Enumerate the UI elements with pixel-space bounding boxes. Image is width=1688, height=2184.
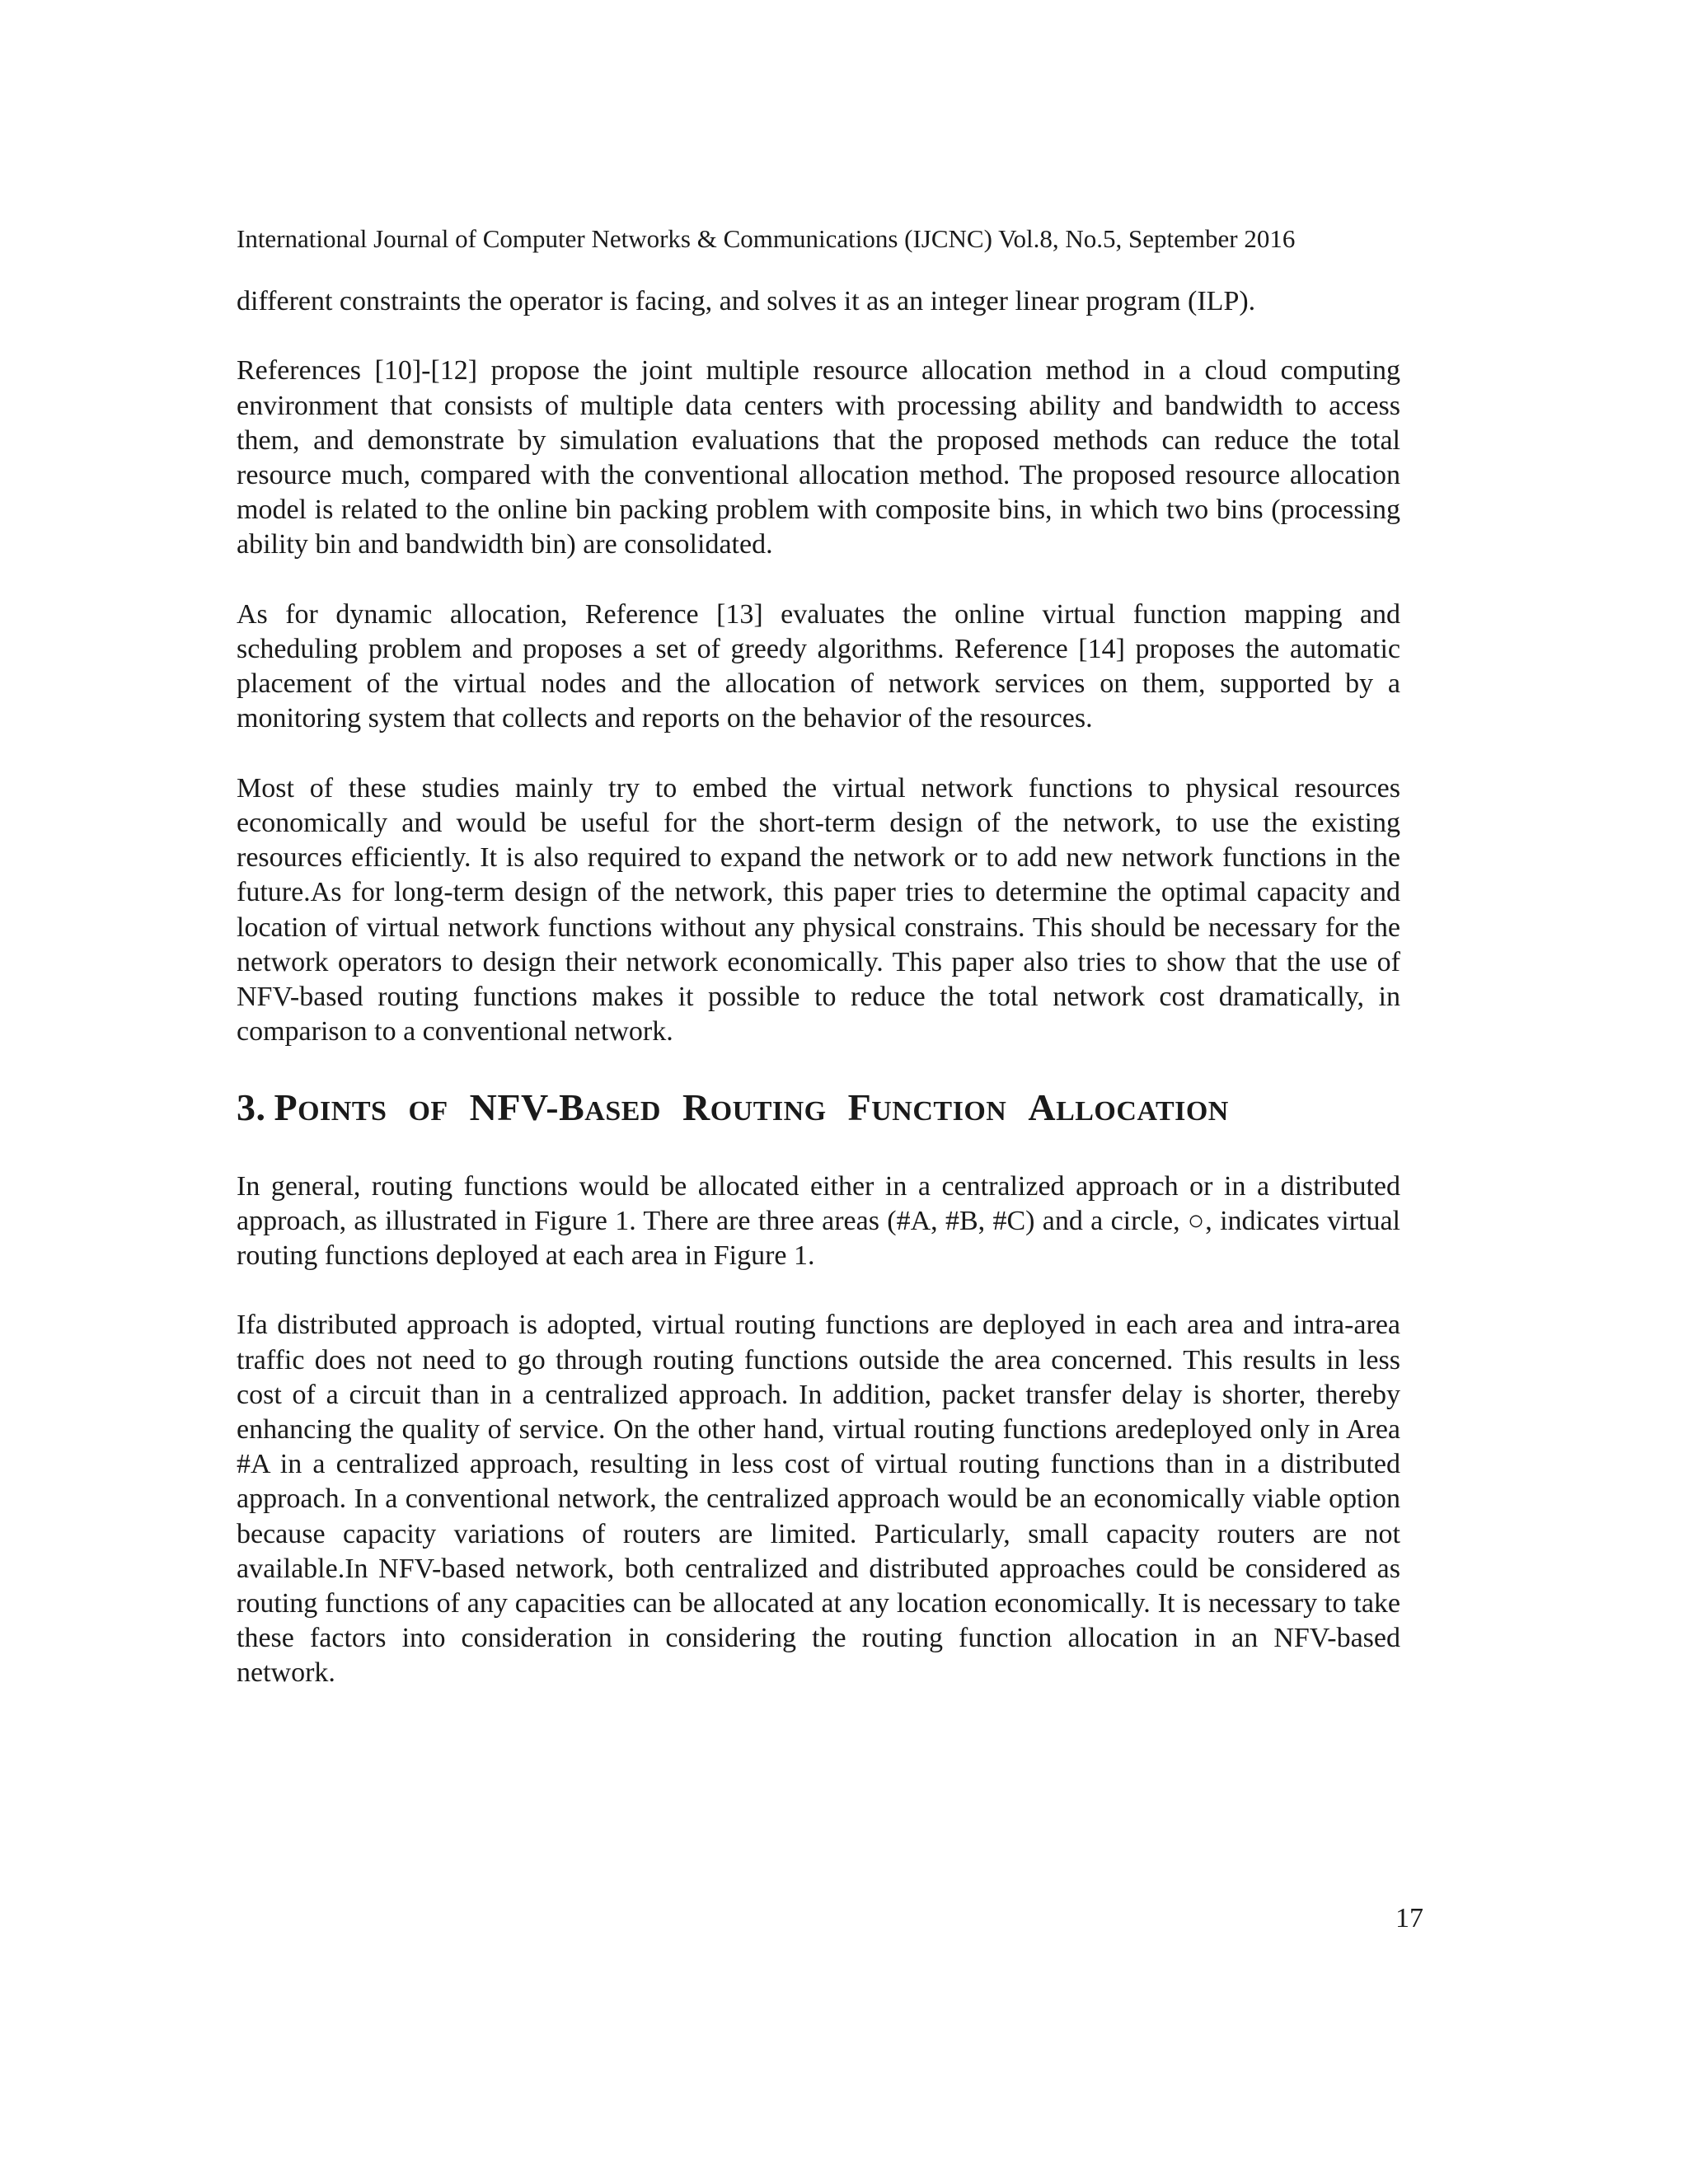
section-number: 3. xyxy=(237,1085,266,1128)
section-heading xyxy=(237,1085,1400,1135)
paragraph-general-allocation: In general, routing functions would be allocated either in a centralized approach or in a distributed approach, as illustrated in Figure 1. There are three areas (#A, #B, #C) and a circle, ○, indicates virtual routing functions deployed at each area in Figure 1. xyxy=(237,1170,1400,1272)
heading-word: FUNCTION xyxy=(847,1085,1007,1128)
paragraph-studies-summary: Most of these studies mainly try to embed the virtual network functions to physical resources economically and would be useful for the short-term design of the network, to use the existing resources efficiently. It is also required to expand the network or to add new network functions in the future.As for long-term design of the network, this paper tries to determine the optimal capacity and location of virtual network functions without any physical constrains. This should be necessary for the network operators to design their network economically. This paper also tries to show that the use of NFV-based routing functions makes it possible to reduce the total network cost dramatically, in comparison to a conventional network. xyxy=(237,772,1400,1047)
running-header: International Journal of Computer Networks & Communications (IJCNC) Vol.8, No.5, September 2016 xyxy=(237,224,1296,253)
heading-word: ALLOCATION xyxy=(1028,1085,1229,1128)
page-number: 17 xyxy=(1395,1903,1423,1933)
heading-word: NFV-BASED xyxy=(469,1085,661,1128)
body-text xyxy=(237,284,1400,1726)
paragraph-distributed-approach: Ifa distributed approach is adopted, virtual routing functions are deployed in each area and intra-area traffic does not need to go through routing functions outside the area concerned. This results in less cost of a circuit than in a centralized approach. In addition, packet transfer delay is shorter, thereby enhancing the quality of service. On the other hand, virtual routing functions aredeployed only in Area #A in a centralized approach, resulting in less cost of virtual routing functions than in a distributed approach. In a conventional network, the centralized approach would be an economically viable option because capacity variations of routers are limited. Particularly, small capacity routers are not available.In NFV-based network, both centralized and distributed approaches could be considered as routing functions of any capacities can be allocated at any location economically. It is necessary to take these factors into consideration in considering the routing function allocation in an NFV-based network. xyxy=(237,1310,1400,1689)
heading-word: ROUTING xyxy=(682,1085,827,1128)
paragraph-references: References [10]-[12] propose the joint multiple resource allocation method in a cloud computing environment that consists of multiple data centers with processing ability and bandwidth to access them, and demonstrate by simulation evaluations that the proposed methods can reduce the total resource much, compared with the conventional allocation method. The proposed resource allocation model is related to the online bin packing problem with composite bins, in which two bins (processing ability bin and bandwidth bin) are consolidated. xyxy=(237,355,1400,560)
paragraph-continuation: different constraints the operator is facing, and solves it as an integer linear program (ILP). xyxy=(237,286,1256,316)
heading-word: OF xyxy=(408,1095,448,1127)
paragraph-dynamic-allocation: As for dynamic allocation, Reference [13] evaluates the online virtual function mapping and scheduling problem and proposes a set of greedy algorithms. Reference [14] proposes the automatic placement of the virtual nodes and the allocation of network services on them, supported by a monitoring system that collects and reports on the behavior of the resources. xyxy=(237,598,1400,734)
heading-word: POINTS xyxy=(274,1085,387,1128)
